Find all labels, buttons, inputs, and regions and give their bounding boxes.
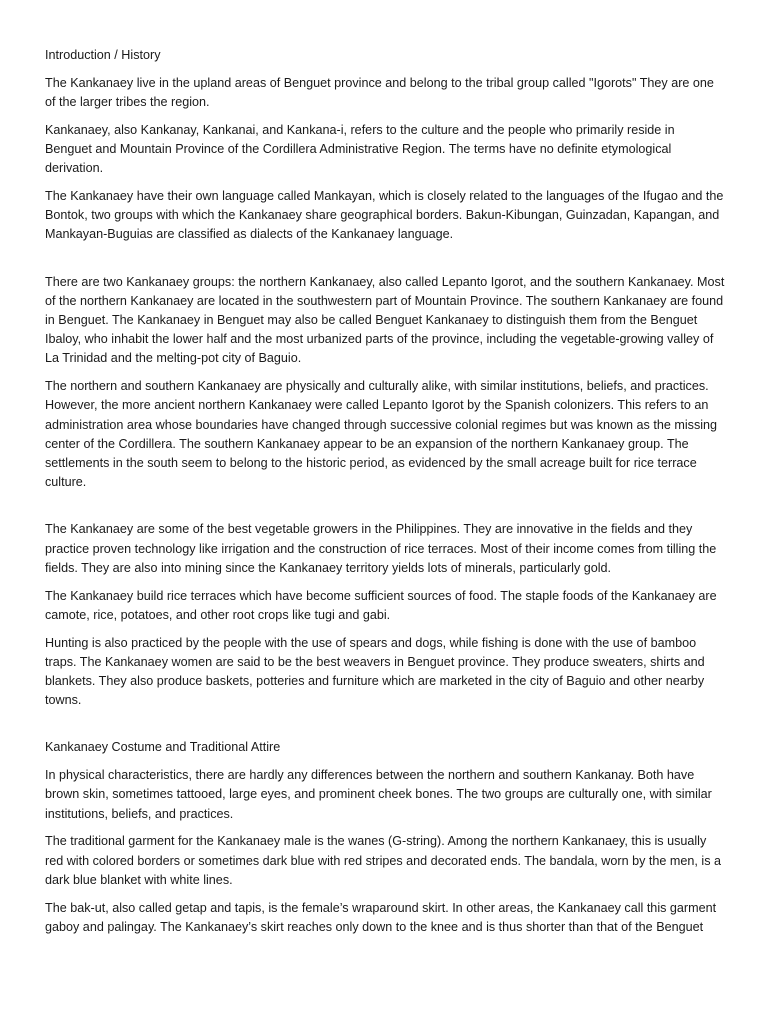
document-page [45, 46, 725, 946]
paragraph-female-skirt: The bak-ut, also called getap and tapis, is the female’s wraparound skirt. In other areas, the Kankanaey call this garment gaboy and palingay. The Kankanaey’s skirt reaches only down to the knee and is thus shorter than that of the Benguet [45, 900, 717, 934]
paragraph-language: The Kankanaey have their own language called Mankayan, which is closely related to the languages of the Ifugao and the Bontok, two groups with which the Kankanaey share geographical borders. Bakun-Kibungan, Guinzadan, Kapangan, and Mankayan-Buguias are classified as dialects of the Kankanaey language. [45, 189, 724, 242]
paragraph-tribe-overview: The Kankanaey live in the upland areas of Benguet province and belong to the tribal group called "Igorots" They are one of the larger tribes the region. [45, 75, 714, 109]
section-heading-costume: Kankanaey Costume and Traditional Attire [45, 740, 281, 755]
paragraph-physical-characteristics: In physical characteristics, there are hardly any differences between the northern and southern Kankanay. Both have brown skin, sometimes tattooed, large eyes, and prominent cheek bones. The two groups are culturally one, with similar institutions, beliefs, and practices. [45, 768, 712, 821]
paragraph-physical-cultural: The northern and southern Kankanaey are physically and culturally alike, with similar institutions, beliefs, and practices. However, the more ancient northern Kankanaey were called Lepanto Igorot by the Spanish colonizers. This refers to an administration area whose boundaries have changed through successive colonial regimes but was known as the missing center of the Cordillera. The southern Kankanaey appear to be an expansion of the northern Kankanaey group. The settlements in the south seem to belong to the historic period, as evidenced by the small acreage built for rice terrace culture. [45, 379, 718, 490]
paragraph-two-groups: There are two Kankanaey groups: the northern Kankanaey, also called Lepanto Igorot, and the southern Kankanaey. Most of the northern Kankanaey are located in the southwestern part of Mountain Province. The southern Kankanaey are found in Benguet. The Kankanaey in Benguet may also be called Benguet Kankanaey to distinguish them from the Benguet Ibaloy, who inhabit the lower half and the most urbanized parts of the province, including the vegetable-growing valley of La Trinidad and the melting-pot city of Baguio. [45, 274, 725, 366]
paragraph-vegetable-growers: The Kankanaey are some of the best vegetable growers in the Philippines. They are innovative in the fields and they practice proven technology like irrigation and the construction of rice terraces. Most of their income comes from tilling the fields. They are also into mining since the Kankanaey territory yields lots of minerals, particularly gold. [45, 522, 717, 575]
paragraph-rice-terraces: The Kankanaey build rice terraces which have become sufficient sources of food. The staple foods of the Kankanaey are camote, rice, potatoes, and other root crops like tugi and gabi. [45, 588, 717, 622]
paragraph-hunting-weaving: Hunting is also practiced by the people with the use of spears and dogs, while fishing is done with the use of bamboo traps. The Kankanaey women are said to be the best weavers in Benguet province. They produce sweaters, shirts and blankets. They also produce baskets, potteries and furniture which are marketed in the city of Baguio and other nearby towns. [45, 635, 705, 708]
section-heading-introduction: Introduction / History [45, 48, 161, 62]
paragraph-male-garment: The traditional garment for the Kankanaey male is the wanes (G-string). Among the northern Kankanaey, this is usually red with colored borders or sometimes dark blue with red stripes and decorated ends. The bandala, worn by the men, is a dark blue blanket with white lines. [45, 834, 721, 887]
paragraph-name-variants: Kankanaey, also Kankanay, Kankanai, and Kankana-i, refers to the culture and the people who primarily reside in Benguet and Mountain Province of the Cordillera Administrative Region. The terms have no definite etymological derivation. [45, 122, 675, 176]
